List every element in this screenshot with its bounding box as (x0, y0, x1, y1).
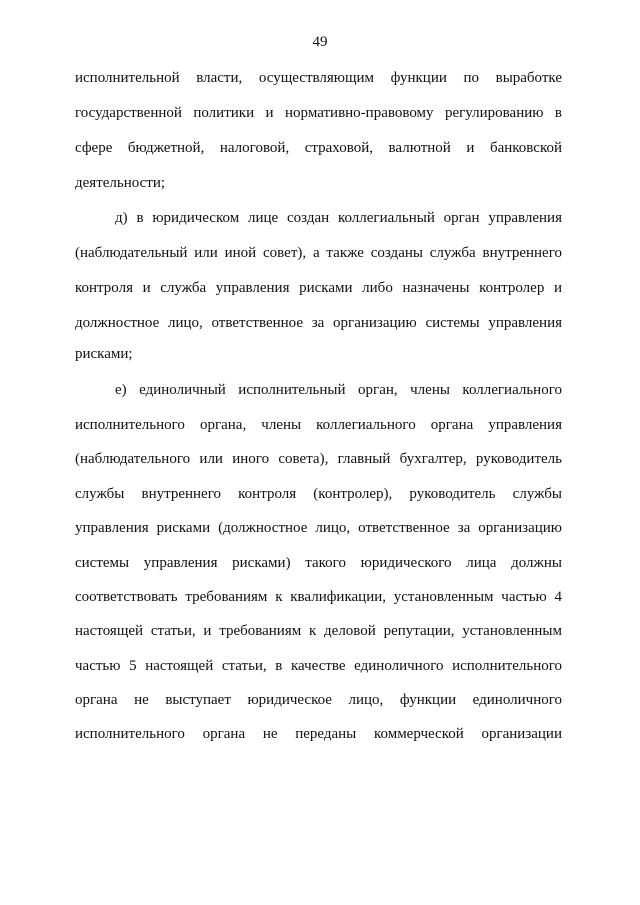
text-line-16: соответствовать требованиям к квалификации, установленным частью 4 (75, 589, 562, 605)
text-line-18: частью 5 настоящей статьи, в качестве единоличного исполнительного (75, 658, 562, 674)
text-line-12: (наблюдательного или иного совета), главный бухгалтер, руководитель (75, 451, 562, 467)
text-line-15: системы управления рисками) такого юридического лица должны (75, 555, 562, 571)
text-line-7: контроля и служба управления рисками либо назначены контролер и (75, 280, 562, 296)
text-line-17: настоящей статьи, и требованиям к деловой репутации, установленным (75, 623, 562, 639)
text-line-10: е) единоличный исполнительный орган, члены коллегиального (115, 382, 562, 398)
text-line-13: службы внутреннего контроля (контролер), руководитель службы (75, 486, 562, 502)
text-line-14: управления рисками (должностное лицо, ответственное за организацию (75, 520, 562, 536)
text-line-2: государственной политики и нормативно-правовому регулированию в (75, 105, 562, 121)
text-line-5: д) в юридическом лице создан коллегиальный орган управления (115, 210, 562, 226)
text-line-4: деятельности; (75, 175, 166, 191)
text-line-3: сфере бюджетной, налоговой, страховой, валютной и банковской (75, 140, 562, 156)
text-line-20: исполнительного органа не переданы коммерческой организации (75, 726, 562, 742)
text-line-6: (наблюдательный или иной совет), а также созданы служба внутреннего (75, 245, 562, 261)
text-line-11: исполнительного органа, члены коллегиального органа управления (75, 417, 562, 433)
text-line-1: исполнительной власти, осуществляющим функции по выработке (75, 70, 562, 86)
text-line-19: органа не выступает юридическое лицо, функции единоличного (75, 692, 562, 708)
text-line-8: должностное лицо, ответственное за организацию системы управления (75, 315, 562, 331)
page-number: 49 (312, 34, 328, 50)
text-line-9: рисками; (75, 346, 133, 362)
